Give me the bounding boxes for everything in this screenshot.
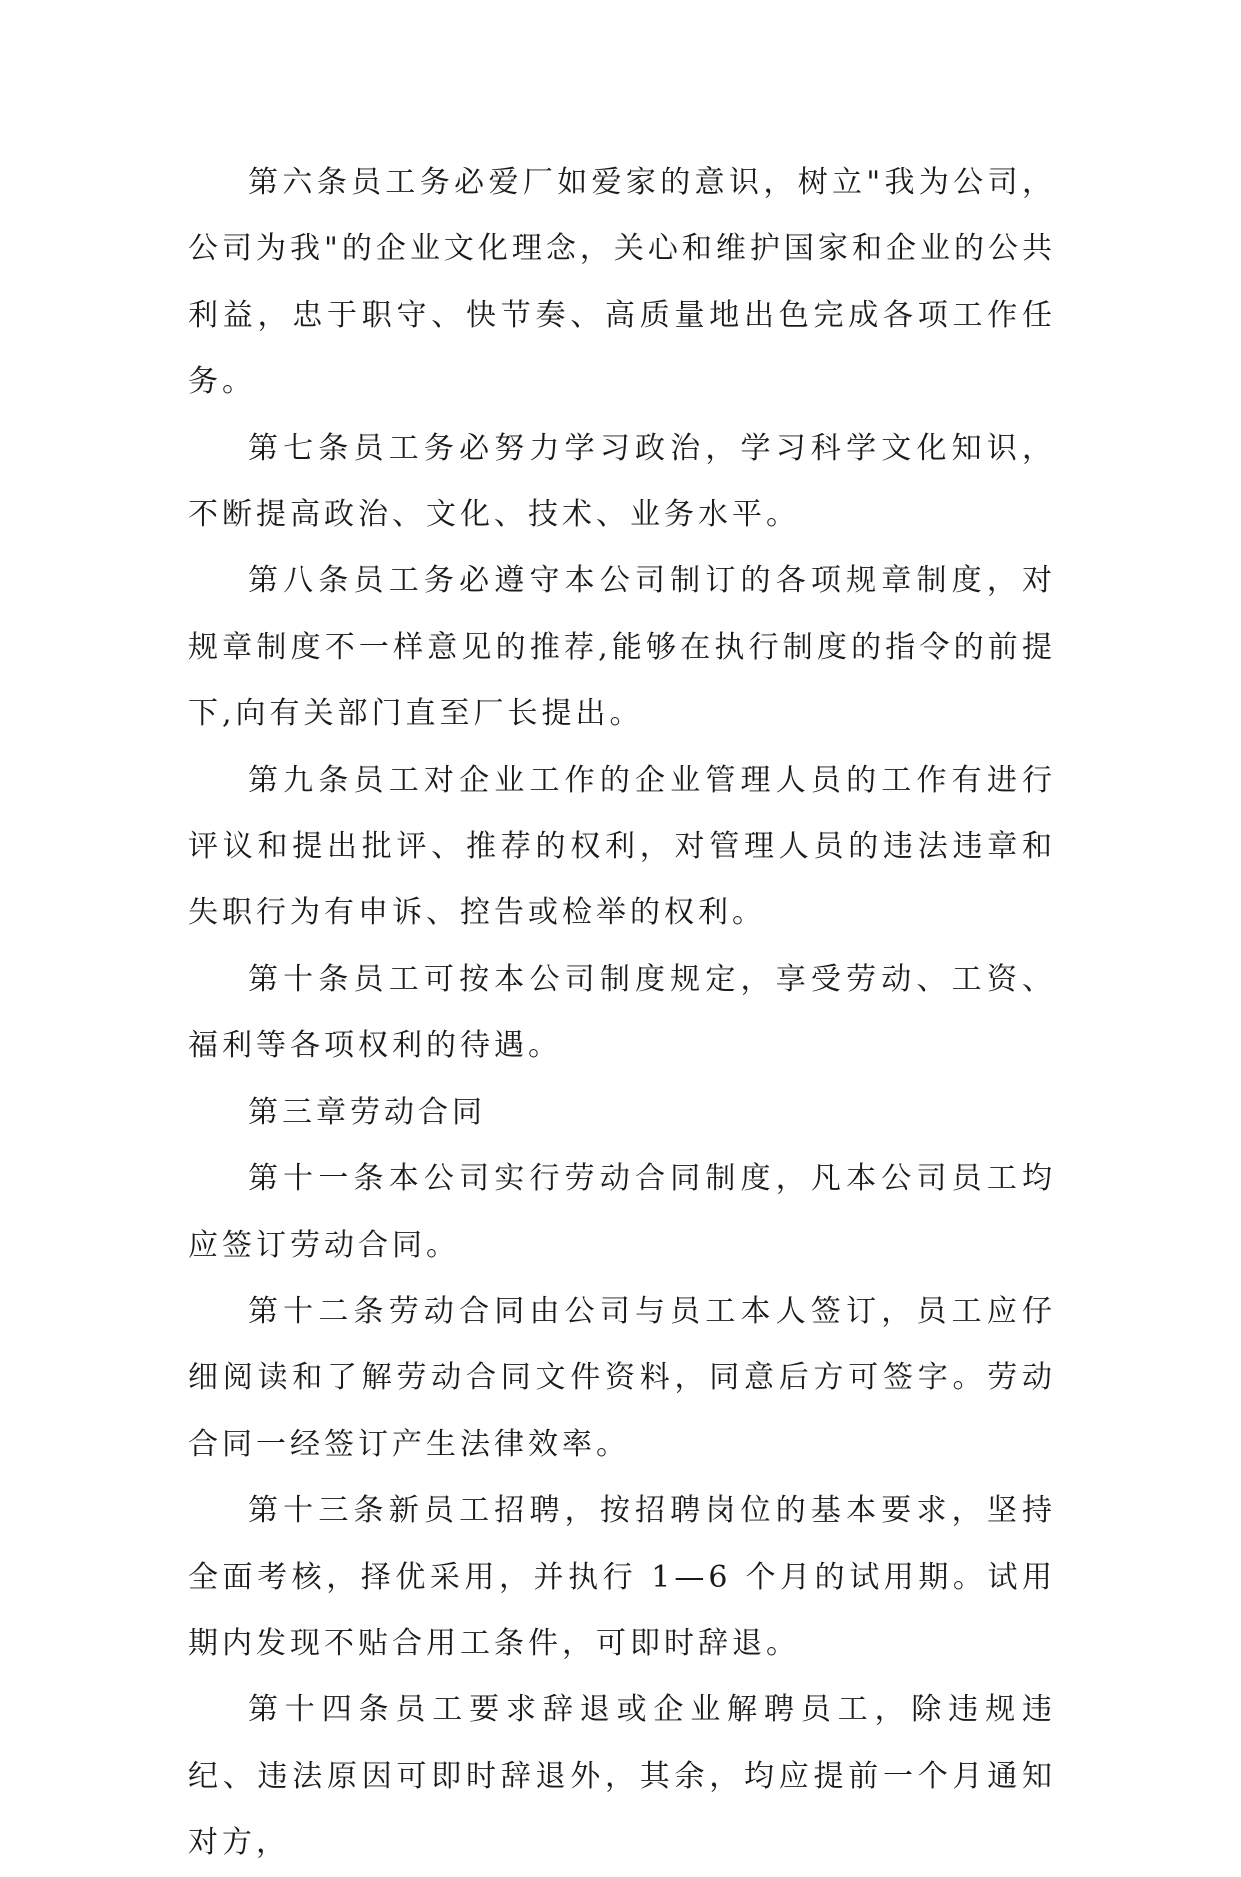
article-11-paragraph: 第十一条本公司实行劳动合同制度，凡本公司员工均应签订劳动合同。 xyxy=(188,1161,1056,1263)
article-14-paragraph: 第十四条员工要求辞退或企业解聘员工，除违规违纪、违法原因可即时辞退外，其余，均应提前一个月通知对方， xyxy=(188,1692,1056,1861)
document-body xyxy=(188,150,1056,1877)
article-7-paragraph: 第七条员工务必努力学习政治，学习科学文化知识，不断提高政治、文化、技术、业务水平。 xyxy=(188,430,1056,533)
article-6-paragraph: 第六条员工务必爱厂如爱家的意识，树立"我为公司，公司为我"的企业文化理念，关心和维护国家和企业的公共利益，忠于职守、快节奏、高质量地出色完成各项工作任务。 xyxy=(188,165,1056,400)
article-10-paragraph: 第十条员工可按本公司制度规定，享受劳动、工资、福利等各项权利的待遇。 xyxy=(188,961,1056,1064)
chapter-3-heading: 第三章劳动合同 xyxy=(248,1094,486,1130)
article-12-paragraph: 第十二条劳动合同由公司与员工本人签订，员工应仔细阅读和了解劳动合同文件资料，同意后方可签字。劳动合同一经签订产生法律效率。 xyxy=(188,1293,1056,1462)
article-13-paragraph: 第十三条新员工招聘，按招聘岗位的基本要求，坚持全面考核，择优采用，并执行 1—6 个月的试用期。试用期内发现不贴合用工条件，可即时辞退。 xyxy=(188,1493,1056,1661)
article-9-paragraph: 第九条员工对企业工作的企业管理人员的工作有进行评议和提出批评、推荐的权利，对管理人员的违法违章和失职行为有申诉、控告或检举的权利。 xyxy=(188,762,1056,931)
article-8-paragraph: 第八条员工务必遵守本公司制订的各项规章制度，对规章制度不一样意见的推荐,能够在执行制度的指令的前提下,向有关部门直至厂长提出。 xyxy=(188,563,1056,732)
